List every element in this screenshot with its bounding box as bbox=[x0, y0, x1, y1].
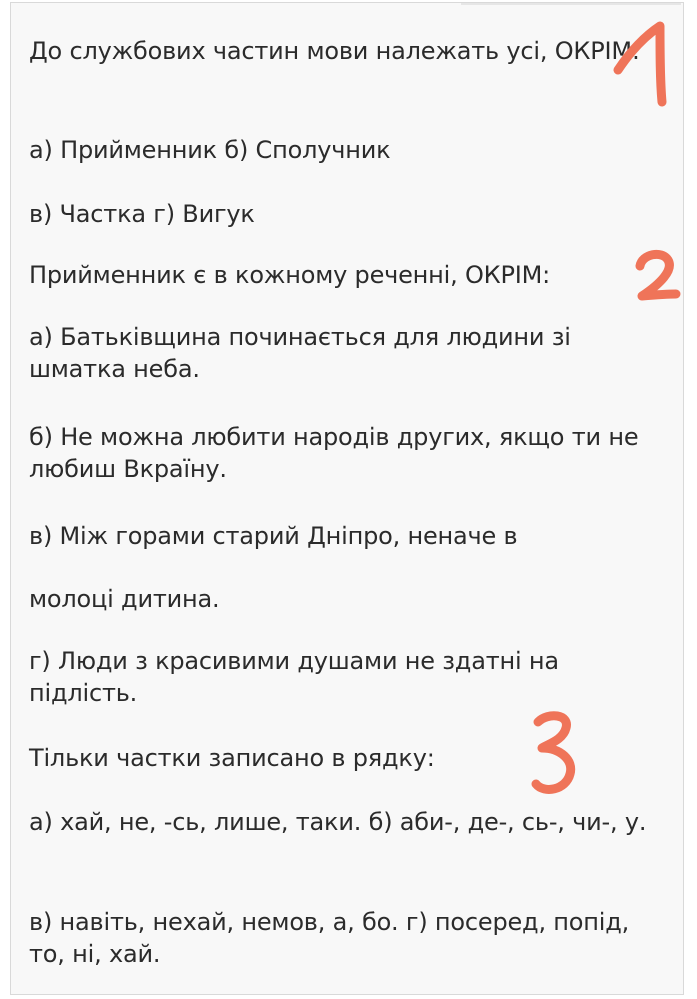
question-2-prompt: Прийменник є в кожному реченні, ОКРІМ: bbox=[29, 261, 551, 289]
question-2-option-a: а) Батьківщина починається для людини зі шматка неба. bbox=[29, 323, 579, 383]
question-card bbox=[10, 2, 684, 995]
handwritten-number-2 bbox=[632, 248, 680, 306]
question-2-option-v: в) Між горами старий Дніпро, неначе в bbox=[29, 522, 518, 550]
question-3-prompt: Тільки частки записано в рядку: bbox=[29, 744, 435, 772]
question-2-option-b: б) Не можна любити народів других, якщо ти не любиш Вкраїну. bbox=[29, 423, 646, 483]
question-1-option-vg: в) Частка г) Вигук bbox=[29, 200, 255, 228]
question-2-option-v-continued: молоці дитина. bbox=[29, 585, 220, 613]
card-top-border bbox=[461, 3, 681, 5]
question-1-prompt: До службових частин мови належать усі, ОКРІМ: bbox=[29, 37, 640, 65]
question-2-option-g: г) Люди з красивими душами не здатні на підлість. bbox=[29, 647, 567, 707]
handwritten-number-1 bbox=[612, 18, 672, 110]
handwritten-number-3 bbox=[530, 708, 582, 800]
question-3-option-ab: а) хай, не, -сь, лише, таки. б) аби-, де-, сь-, чи-, у. bbox=[29, 808, 647, 836]
question-1-option-ab: а) Прийменник б) Сполучник bbox=[29, 136, 391, 164]
question-3-option-vg: в) навіть, нехай, немов, а, бо. г) посеред, попід, то, ні, хай. bbox=[29, 908, 637, 968]
